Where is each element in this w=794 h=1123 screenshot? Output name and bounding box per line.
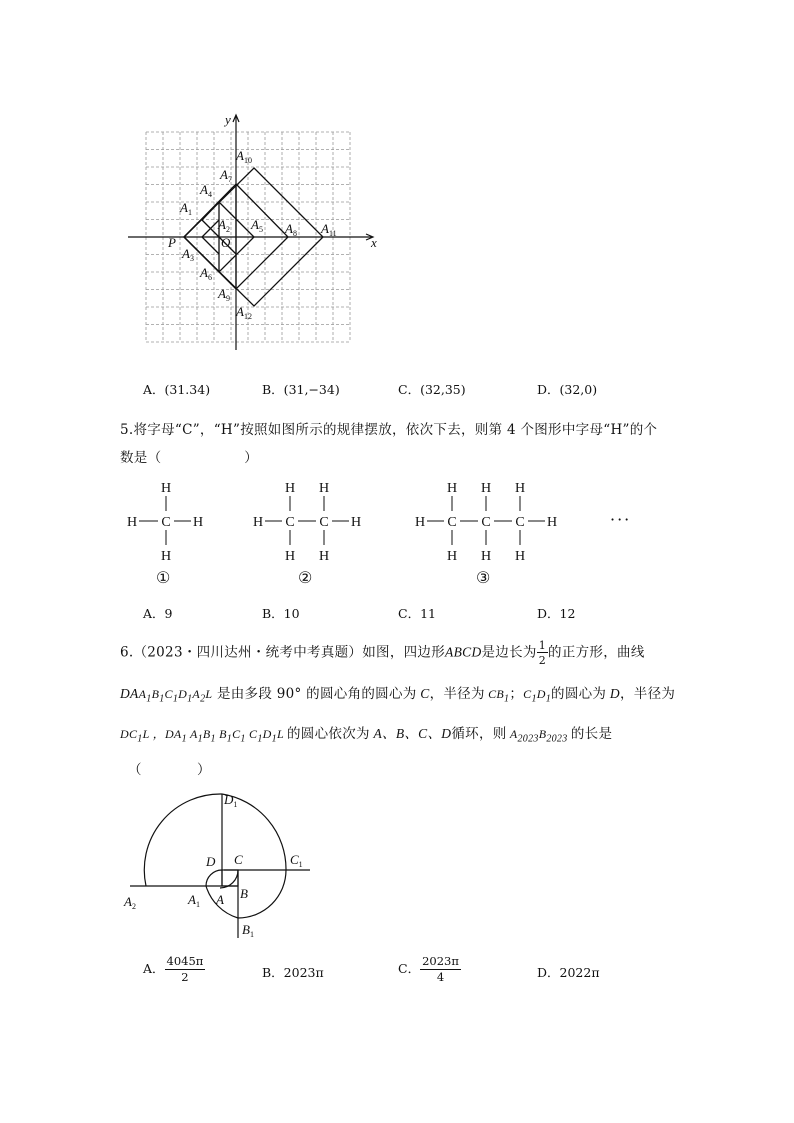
label-a1: $A_1$: [180, 200, 192, 217]
svg-text:H: H: [514, 549, 526, 564]
q6-text-line2: $DAA_1B_1C_1D_1A_2L$ 是由多段 90° 的圆心角的圆心为 C，半径为 $CB_1$；$C_1D_1$的圆心为 D，半径为: [120, 686, 676, 705]
q6-curve-name: DA: [120, 686, 139, 701]
label-a7: $A_7$: [220, 167, 232, 184]
svg-text:H: H: [252, 515, 264, 530]
svg-text:H: H: [350, 515, 362, 530]
label-y: y: [225, 112, 231, 127]
q6-option-a-frac: [165, 956, 206, 983]
svg-text:H: H: [446, 549, 458, 564]
label-a12: $A_{12}$: [236, 304, 252, 321]
spiral-figure: [120, 786, 320, 942]
q6-abcd: ABCD: [445, 644, 482, 660]
svg-text:H: H: [480, 481, 492, 496]
label-a4: $A_4$: [200, 182, 212, 199]
label-a11: $A_{11}$: [321, 221, 337, 238]
svg-text:C: C: [161, 515, 171, 530]
frac-num: 4045π: [166, 954, 204, 968]
q6-text-line1: [120, 640, 645, 666]
svg-text:H: H: [160, 549, 172, 564]
figure-label-2: ②: [298, 568, 313, 587]
molecule-3: [410, 478, 570, 568]
q6-option-c-prefix: C．: [398, 961, 421, 976]
q5-option-c[interactable]: C．11: [398, 606, 436, 621]
label-a8: $A_8$: [285, 221, 297, 238]
q6-line2-d: 的圆心为: [551, 686, 607, 702]
label-x: x: [371, 235, 377, 250]
svg-text:H: H: [192, 515, 204, 530]
label-a3: $A_3$: [182, 246, 194, 263]
label-d1: $D_1$: [224, 792, 238, 809]
label-c: C: [234, 852, 243, 867]
q5-text-line2: 数是（ ）: [120, 450, 258, 466]
label-o: O: [221, 235, 231, 250]
svg-text:H: H: [480, 549, 492, 564]
q5-text-line1: 5.将字母“C”，“H”按照如图所示的规律摆放，依次下去，则第 4 个图形中字母“H”的个: [120, 422, 658, 438]
q4-option-c[interactable]: C．(32,35): [398, 382, 466, 397]
svg-text:H: H: [514, 481, 526, 496]
frac-num: 2023π: [422, 954, 459, 968]
label-a6: $A_6$: [200, 265, 212, 282]
label-a9: $A_9$: [218, 286, 230, 303]
label-a1: $A_1$: [188, 892, 200, 909]
svg-text:H: H: [284, 549, 296, 564]
q6-option-a-prefix: A．: [143, 961, 165, 976]
frac-num: 1: [538, 639, 547, 652]
svg-text:H: H: [446, 481, 458, 496]
svg-text:H: H: [546, 515, 558, 530]
svg-text:H: H: [318, 481, 330, 496]
label-b1: $B_1$: [242, 922, 254, 939]
q6-text-line3: $DC_1L$ ，$DA_1$ $A_1B_1$ $B_1C_1$ $C_1D_1L$ 的圆心依次为 A、B、C、D循环，则 $A_{2023}B_{2023}$ 的长是: [120, 726, 613, 745]
q6-line2-c: ，半径为: [429, 686, 485, 702]
ellipsis: ···: [610, 510, 632, 529]
q5-option-a[interactable]: A．9: [143, 606, 173, 621]
q6-option-a[interactable]: [143, 956, 205, 983]
q6-line3-c: 的长是: [570, 726, 613, 742]
svg-text:C: C: [319, 515, 329, 530]
q6-option-c[interactable]: [398, 956, 461, 983]
svg-text:C: C: [285, 515, 295, 530]
label-a5: $A_5$: [251, 217, 263, 234]
q6-line3-a: 的圆心依次为: [287, 726, 370, 742]
q6-line1-suffix: 的正方形，曲线: [548, 644, 645, 661]
label-a2: $A_2$: [124, 894, 136, 911]
q5-option-b[interactable]: B．10: [262, 606, 300, 621]
figure-label-1: ①: [156, 568, 171, 587]
q6-option-d[interactable]: D．2022π: [537, 965, 600, 980]
svg-text:H: H: [284, 481, 296, 496]
q6-line1-prefix: 6.（2023・四川达州・统考中考真题）如图，四边形: [120, 644, 446, 661]
label-a: A: [216, 892, 224, 907]
q6-line2-b: 是由多段 90° 的圆心角的圆心为: [216, 686, 417, 702]
frac-den: 2: [538, 654, 547, 667]
molecule-2: [250, 478, 370, 568]
svg-text:C: C: [447, 515, 457, 530]
svg-text:C: C: [481, 515, 491, 530]
frac-den: 4: [436, 969, 445, 984]
svg-text:H: H: [414, 515, 426, 530]
q6-line2-e: ，半径为: [619, 686, 676, 702]
label-c1: $C_1$: [290, 852, 303, 869]
q6-option-c-frac: [420, 956, 461, 983]
molecule-1: [122, 478, 212, 568]
q6-fraction: [537, 640, 548, 666]
label-a2: $A_2$: [218, 217, 230, 234]
svg-text:H: H: [160, 481, 172, 496]
q6-line1-mid: 是边长为: [481, 644, 537, 661]
coordinate-figure: [120, 108, 400, 358]
q6-paren: （ ）: [128, 762, 211, 778]
q4-option-b[interactable]: B．(31,−34): [262, 382, 340, 397]
q6-line3-b: 循环，则: [451, 726, 507, 742]
svg-text:H: H: [126, 515, 138, 530]
svg-text:H: H: [318, 549, 330, 564]
q5-option-d[interactable]: D．12: [537, 606, 576, 621]
label-a10: $A_{10}$: [236, 148, 252, 165]
label-p: P: [168, 235, 176, 250]
figure-label-3: ③: [476, 568, 491, 587]
label-b: B: [240, 886, 248, 901]
q4-option-d[interactable]: D．(32,0): [537, 382, 598, 397]
label-d: D: [206, 854, 216, 869]
q4-option-a[interactable]: A．(31.34): [143, 382, 211, 397]
frac-den: 2: [181, 969, 189, 984]
svg-text:C: C: [515, 515, 525, 530]
q6-option-b[interactable]: B．2023π: [262, 965, 324, 980]
